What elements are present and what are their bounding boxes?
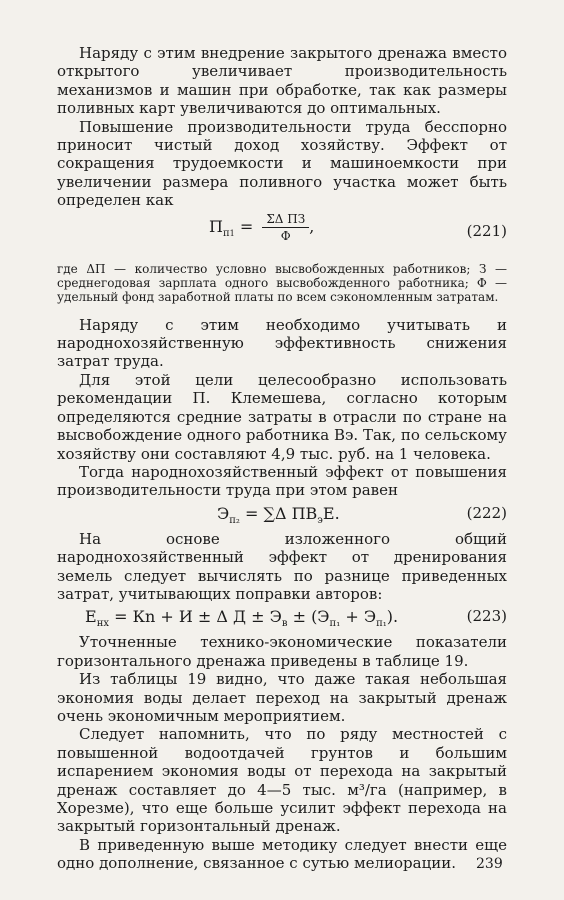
formula-221-lhs: П — [209, 216, 223, 236]
page-number: 239 — [476, 856, 503, 872]
formula-223-rhs-sub2: п₁ — [329, 618, 341, 630]
formula-223 — [57, 603, 507, 633]
formula-222-number: (222) — [466, 503, 507, 522]
paragraph-3: Наряду с этим необходимо учитывать и народнохозяйственную эффективность снижения затрат труда. — [57, 315, 507, 371]
formula-223-rhs-sub: в — [281, 618, 288, 630]
paragraph-2: Повышение производительности труда бесспорно приносит чистый доход хозяйству. Эффект от сокращения трудоемкости и машиноемкости при увеличении размера поливного участка может быть определен как — [57, 117, 507, 210]
formula-223-lhs-sub: нх — [96, 618, 109, 630]
paragraph-4: Для этой цели целесообразно использовать рекомендации П. Клемешева, согласно которым определяются средние затраты в отрасли по стране на высвобождение одного работника Вэ. Так, по сельскому хозяйству они составляют 4,9 тыс. руб. на 1 человека. — [57, 370, 507, 463]
formula-221-comma: , — [309, 216, 315, 236]
formula-221-denominator: Ф — [280, 228, 291, 243]
formula-222-body — [217, 504, 340, 526]
paragraph-5: Тогда народнохозяйственный эффект от повышения производительности труда при этом равен — [57, 462, 507, 500]
formula-222-rhs-sub: э — [317, 514, 323, 526]
formula-221-body — [209, 212, 314, 243]
formula-221-note: где ΔП — количество условно высвобожденных работников; З — среднегодовая зарплата одного высвобожденного работника; Ф — удельный фонд заработной платы по всем сэкономленным затратам. — [57, 261, 507, 304]
formula-221-equals: = — [239, 216, 254, 236]
formula-223-number: (223) — [466, 607, 507, 626]
formula-223-rhs-end: ). — [386, 607, 399, 627]
formula-221-lhs-subsub: 1 — [229, 228, 235, 238]
formula-221-fraction — [262, 212, 309, 243]
formula-221-numerator: ΣΔ ПЗ — [262, 212, 309, 228]
page-content — [57, 44, 507, 873]
formula-221-lhs-sub: п — [222, 227, 230, 239]
paragraph-7: Уточненные технико-экономические показатели горизонтального дренажа приведены в таблице 19. — [57, 633, 507, 670]
formula-222-rhs-tail: Е. — [322, 503, 340, 523]
formula-221 — [57, 210, 507, 252]
formula-222-lhs-sub: п₂ — [229, 514, 240, 526]
formula-223-rhs-plus: + Э — [340, 607, 377, 627]
formula-223-rhs-mid: ± (Э — [287, 607, 330, 627]
formula-223-body — [85, 607, 398, 629]
paragraph-6: На основе изложенного общий народнохозяйственный эффект от дренирования земель следует вычислять по разнице приведенных затрат, учитывающих поправки авторов: — [57, 529, 507, 603]
paragraph-9: Следует напомнить, что по ряду местностей с повышенной водоотдачей грунтов и большим испарением экономия воды от перехода на закрытый дренаж составляет до 4—5 тыс. м³/га (например, в Хорезме), что еще больше усилит эффект перехода на закрытый горизонтальный дренаж. — [57, 725, 507, 836]
paragraph-8: Из таблицы 19 видно, что даже такая небольшая экономия воды делает переход на закрытый дренаж очень экономичным мероприятием. — [57, 670, 507, 725]
formula-222-rhs: = ∑Δ ПB — [239, 503, 318, 523]
formula-223-rhs: = Кn + И ± Δ Д ± Э — [109, 607, 282, 627]
paragraph-1: Наряду с этим внедрение закрытого дренажа вместо открытого увеличивает производительность механизмов и машин при обработке, так как размеры поливных карт увеличиваются до оптимальных. — [57, 44, 507, 118]
formula-223-lhs: Е — [85, 607, 97, 627]
paragraph-10: В приведенную выше методику следует внести еще одно дополнение, связанное с сутью мелиорации. — [57, 835, 507, 873]
formula-222-lhs: Э — [217, 503, 230, 523]
formula-221-number: (221) — [466, 221, 507, 240]
formula-222 — [57, 500, 507, 530]
formula-223-rhs-sub3: п₁ — [376, 618, 387, 630]
